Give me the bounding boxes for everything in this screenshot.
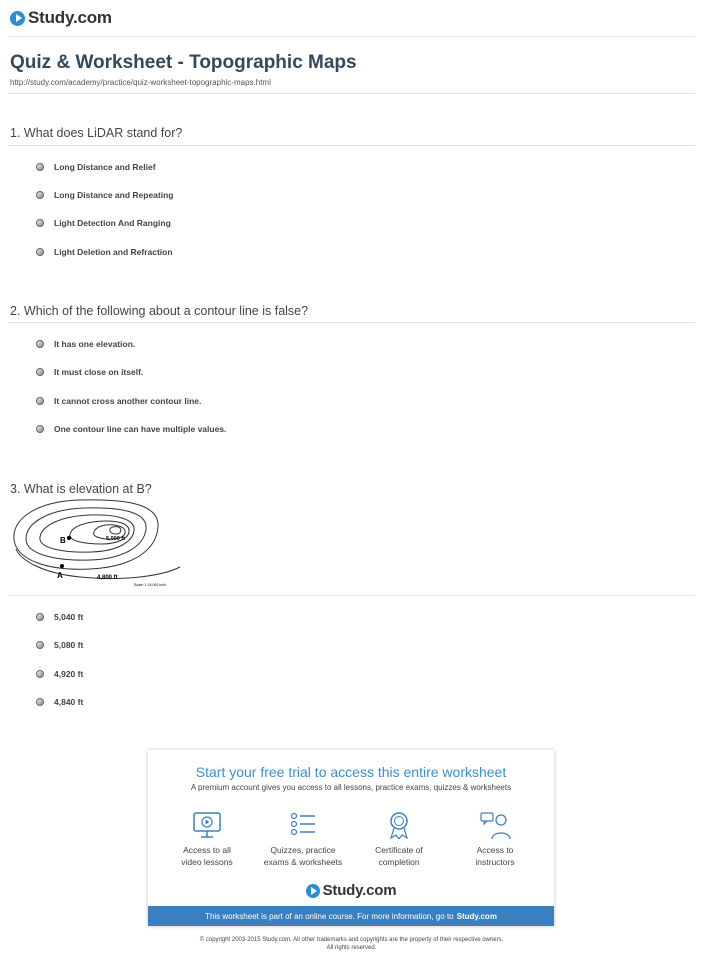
feature-label: Access to all xyxy=(183,845,231,855)
question-1: 1. What does LiDAR stand for? xyxy=(10,126,183,140)
elevation-label-bottom: 4,800 ft xyxy=(97,575,118,581)
answer-option[interactable] xyxy=(36,424,226,434)
radio-button[interactable] xyxy=(36,163,44,171)
topographic-map-figure xyxy=(10,497,190,589)
feature-label: Quizzes, practice xyxy=(270,845,336,855)
answer-option[interactable] xyxy=(36,697,83,707)
feature-label: Certificate of xyxy=(375,845,423,855)
premium-promo-box xyxy=(148,750,554,926)
question-2: 2. Which of the following about a contour line is false? xyxy=(10,304,309,318)
radio-button[interactable] xyxy=(36,425,44,433)
question-3: 3. What is elevation at B? xyxy=(10,482,152,496)
answer-label: One contour line can have multiple values. xyxy=(54,424,227,434)
header-divider xyxy=(8,36,695,37)
radio-button[interactable] xyxy=(36,698,44,706)
contour-line xyxy=(14,500,158,569)
page-title: Quiz & Worksheet - Topographic Maps xyxy=(10,52,357,73)
copyright-footer xyxy=(0,936,703,952)
answer-option[interactable] xyxy=(36,396,201,406)
play-icon xyxy=(306,884,320,898)
answer-label: 4,920 ft xyxy=(54,669,84,679)
feature-label: completion xyxy=(378,857,420,867)
radio-button[interactable] xyxy=(36,670,44,678)
map-label-b: B xyxy=(60,536,66,545)
radio-button[interactable] xyxy=(36,368,44,376)
feature-certificate xyxy=(354,810,444,868)
answer-option[interactable] xyxy=(36,669,83,679)
answer-option[interactable] xyxy=(36,339,135,349)
study-logo[interactable] xyxy=(10,8,112,28)
answer-option[interactable] xyxy=(36,218,171,228)
map-label-a: A xyxy=(57,571,63,580)
certificate-icon xyxy=(383,810,415,840)
quiz-list-icon xyxy=(287,810,319,840)
contour-line xyxy=(40,515,134,552)
promo-subtitle: A premium account gives you access to all lessons, practice exams, quizzes & worksheets xyxy=(190,783,512,792)
answer-option[interactable] xyxy=(36,612,83,622)
feature-label: video lessons xyxy=(181,857,233,867)
answer-label: Light Detection And Ranging xyxy=(54,218,171,228)
feature-video-lessons xyxy=(162,810,252,868)
feature-quizzes xyxy=(258,810,348,868)
copyright-line: All rights reserved. xyxy=(326,945,377,951)
answer-label: 4,840 ft xyxy=(54,697,84,707)
feature-label: exams & worksheets xyxy=(263,857,343,867)
question-divider xyxy=(8,595,695,596)
answer-option[interactable] xyxy=(36,367,143,377)
instructor-icon xyxy=(479,810,511,840)
feature-instructors xyxy=(450,810,540,868)
map-scale: Scale: 1:24,000 in/in xyxy=(134,583,166,587)
elevation-label-top: 5,000 ft xyxy=(106,536,125,542)
radio-button[interactable] xyxy=(36,248,44,256)
answer-label: It has one elevation. xyxy=(54,339,136,349)
answer-label: Light Deletion and Refraction xyxy=(54,247,173,257)
radio-button[interactable] xyxy=(36,613,44,621)
title-divider xyxy=(8,93,695,94)
radio-button[interactable] xyxy=(36,219,44,227)
point-a-marker xyxy=(60,564,64,568)
point-b-marker xyxy=(67,536,71,540)
answer-label: 5,080 ft xyxy=(54,640,84,650)
answer-label: It must close on itself. xyxy=(54,367,144,377)
logo-text: Study.com xyxy=(322,882,397,899)
question-divider xyxy=(8,145,695,146)
answer-option[interactable] xyxy=(36,190,174,200)
radio-button[interactable] xyxy=(36,397,44,405)
answer-option[interactable] xyxy=(36,247,173,257)
promo-info-bar xyxy=(148,906,554,926)
radio-button[interactable] xyxy=(36,191,44,199)
answer-label: Long Distance and Repeating xyxy=(54,190,174,200)
promo-bar-link[interactable]: Study.com xyxy=(456,911,497,921)
promo-title[interactable]: Start your free trial to access this entire worksheet xyxy=(195,764,507,780)
promo-bar-text: This worksheet is part of an online course. For more information, go to xyxy=(205,911,454,921)
radio-button[interactable] xyxy=(36,340,44,348)
feature-label: Access to xyxy=(476,845,514,855)
answer-option[interactable] xyxy=(36,640,83,650)
logo-text: Study.com xyxy=(28,8,112,27)
contour-line xyxy=(110,527,121,534)
play-icon xyxy=(10,11,25,26)
promo-study-logo[interactable] xyxy=(148,882,554,899)
answer-label: Long Distance and Relief xyxy=(54,162,156,172)
answer-label: It cannot cross another contour line. xyxy=(54,396,202,406)
answer-option[interactable] xyxy=(36,162,156,172)
question-divider xyxy=(8,322,695,323)
video-lesson-icon xyxy=(191,810,223,840)
radio-button[interactable] xyxy=(36,641,44,649)
page-url: http://study.com/academy/practice/quiz-worksheet-topographic-maps.html xyxy=(10,78,271,87)
feature-label: instructors xyxy=(475,857,515,867)
copyright-line: © copyright 2003-2015 Study.com. All other trademarks and copyrights are the property of their respective owners. xyxy=(199,937,504,943)
answer-label: 5,040 ft xyxy=(54,612,84,622)
